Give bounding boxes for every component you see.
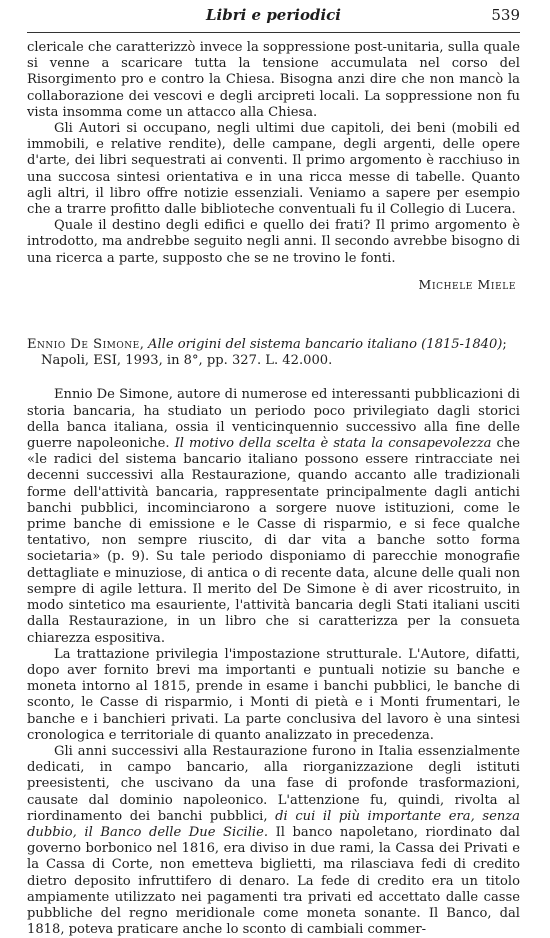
- review-text: Gli anni successivi alla Restaurazione furono in Italia essenzialmente dedicati, in campo bancario, alla riorganizzazione degli istituti preesistenti, che uscivano da una fase di profonde trasformazioni, causate dal dominio napoleonico. L'attenzione fu, quindi, rivolta al riordinamento dei banchi pubblici,: [27, 743, 520, 824]
- book-author: Ennio De Simone: [27, 337, 140, 353]
- review-paragraph: [27, 387, 520, 646]
- reviewer-signature: Michele Miele: [418, 276, 516, 292]
- previous-review-paragraph: clericale che caratterizzò invece la soppressione post-unitaria, sulla quale si venne a scaricare tutta la tensione accumulata nel corso del Risorgimento pro e contro la Chiesa. Bisogna anzi dire che non mancò la collaborazione dei vescovi e degli arcipreti locali. La soppressione non fu vista insomma come un attacco alla Chiesa.: [27, 40, 520, 120]
- page-body: [27, 40, 520, 938]
- book-title: Alle origini del sistema bancario italiano (1815-1840): [148, 337, 503, 353]
- review-italic-text: Il motivo della scelta è stata la consapevolezza: [174, 436, 492, 452]
- previous-review-paragraph: Quale il destino degli edifici e quello dei frati? Il primo argomento è introdotto, ma andrebbe seguito negli anni. Il secondo avrebbe bisogno di una ricerca a parte, supposto che se ne trovino le fonti.: [27, 218, 520, 266]
- book-title-suffix: ;: [502, 337, 507, 353]
- running-title: Libri e periodici: [206, 6, 341, 24]
- review-text: che «le radici del sistema bancario italiano possono essere rintracciate nei decenni successivi alla Restaurazione, quando accanto alle tradizionali forme dell'attività bancaria, rappresentate principalmente dagli antichi banchi pubblici, incominciarono a sorgere nuove istituzioni, come le prime banche di emissione e le Casse di risparmio, e si fece qualche tentativo, non sempre riuscito, di dar vita a banche sotto forma societaria» (p. 9). Su tale periodo disponiamo di parecchie monografie dettagliate e minuziose, di antica o di recente data, alcune delle quali non sempre di agile lettura. Il merito del De Simone è di aver ricostruito, in modo sintetico ma esauriente, l'attività bancaria degli Stati italiani usciti dalla Restaurazione, in un libro che si caratterizza per la consueta chiarezza espositiva.: [27, 436, 520, 646]
- running-header: [27, 0, 520, 33]
- review-paragraph: [27, 744, 520, 938]
- review-text: Il banco napoletano, riordinato dal governo borbonico nel 1816, era diviso in due rami, la Cassa dei Privati e la Cassa di Corte, non emetteva biglietti, ma rilasciava fedi di credito dietro deposito infruttifero di denaro. La fede di credito era un titolo ampiamente utilizzato nei pagamenti tra privati ed accettato dalle casse pubbliche del regno meridionale come moneta sonante. Il Banco, dal 1818, poteva praticare anche lo sconto di cambiali commer-: [27, 824, 520, 938]
- review-paragraph: La trattazione privilegia l'impostazione strutturale. L'Autore, difatti, dopo aver fornito brevi ma importanti e puntuali notizie su banche e moneta intorno al 1815, prende in esame i banchi pubblici, le banche di sconto, le Casse di risparmio, i Monti di pietà e i Monti frumentari, le banche e i banchieri privati. La parte conclusiva del lavoro è una sintesi cronologica e territoriale di quanto analizzato in precedenza.: [27, 646, 520, 743]
- review-italic-text: di cui il più importante era, senza dubbio, il Banco delle Due Sicilie.: [27, 808, 520, 840]
- book-details: Napoli, ESI, 1993, in 8°, pp. 327. L. 42.000.: [41, 353, 333, 369]
- page-number: 539: [491, 6, 520, 24]
- book-entry: Ennio De Simone, Alle origini del sistema bancario italiano (1815-1840); Napoli, ESI, 1993, in 8°, pp. 327. L. 42.000.: [27, 337, 520, 369]
- review-text: Ennio De Simone, autore di numerose ed interessanti pubblicazioni di storia bancaria, ha studiato un periodo poco privilegiato dagli storici della banca italiana, ossia il venticinquennio successivo alla fine delle guerre napoleoniche.: [27, 387, 520, 452]
- previous-review-paragraph: Gli Autori si occupano, negli ultimi due capitoli, dei beni (mobili ed immobili, e relative rendite), delle campane, degli argenti, delle opere d'arte, dei libri sequestrati ai conventi. Il primo argomento è racchiuso in una succosa sintesi orientativa e in una ricca messe di tabelle. Quanto agli altri, il libro offre notizie essenziali. Veniamo a sapere per esempio che a trarre profitto dalle biblioteche conventuali fu il Collegio di Lucera.: [27, 121, 520, 218]
